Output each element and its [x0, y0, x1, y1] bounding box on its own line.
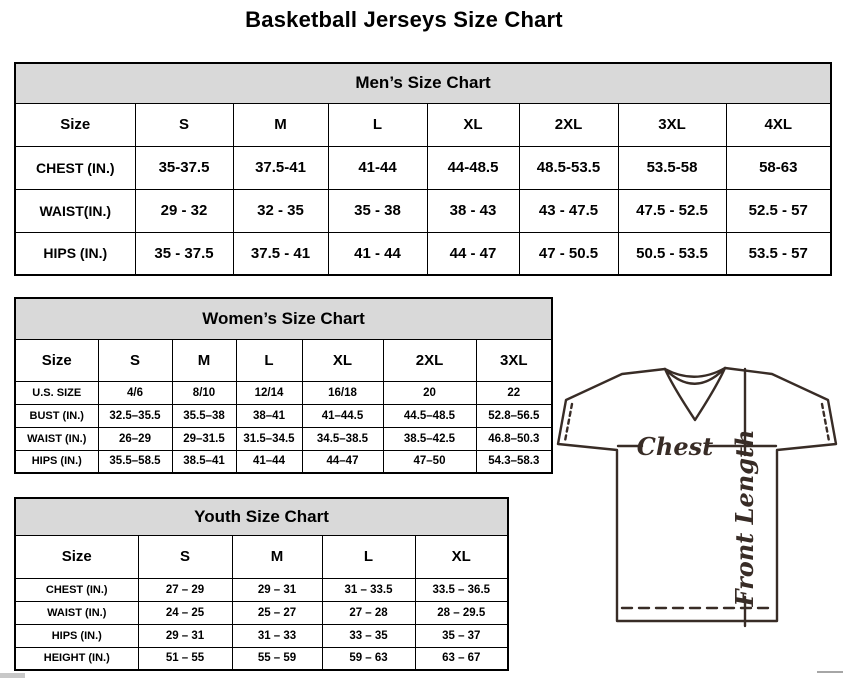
womens-header-l: L: [236, 339, 302, 381]
womens-ussize-3xl: 22: [476, 381, 552, 404]
youth-row-label-waist: WAIST (IN.): [15, 601, 138, 624]
womens-ussize-xl: 16/18: [302, 381, 383, 404]
womens-bust-xl: 41–44.5: [302, 404, 383, 427]
horizontal-scrollbar-thumb[interactable]: [0, 673, 25, 678]
table-row: [15, 189, 831, 232]
table-row: [15, 404, 552, 427]
womens-waist-l: 31.5–34.5: [236, 427, 302, 450]
mens-chest-xl: 44-48.5: [427, 146, 519, 189]
table-row: [15, 450, 552, 473]
youth-waist-s: 24 – 25: [138, 601, 232, 624]
front-length-label: Front Length: [730, 429, 759, 607]
womens-bust-3xl: 52.8–56.5: [476, 404, 552, 427]
youth-hips-xl: 35 – 37: [415, 624, 508, 647]
mens-header-m: M: [233, 103, 328, 146]
table-row: [15, 146, 831, 189]
womens-header-xl: XL: [302, 339, 383, 381]
youth-height-s: 51 – 55: [138, 647, 232, 670]
womens-ussize-s: 4/6: [98, 381, 172, 404]
table-row: [15, 601, 508, 624]
table-row: [15, 624, 508, 647]
youth-row-label-height: HEIGHT (IN.): [15, 647, 138, 670]
jersey-measurement-diagram: [556, 358, 843, 643]
mens-chart-caption: Men’s Size Chart: [15, 63, 831, 103]
mens-waist-xl: 38 - 43: [427, 189, 519, 232]
youth-chest-m: 29 – 31: [232, 578, 322, 601]
jersey-sleeve-seam-dash: [565, 404, 572, 441]
mens-row-label-chest: CHEST (IN.): [15, 146, 135, 189]
mens-hips-xl: 44 - 47: [427, 232, 519, 275]
youth-row-label-hips: HIPS (IN.): [15, 624, 138, 647]
mens-chest-2xl: 48.5-53.5: [519, 146, 618, 189]
womens-hips-2xl: 47–50: [383, 450, 476, 473]
mens-waist-s: 29 - 32: [135, 189, 233, 232]
mens-chest-s: 35-37.5: [135, 146, 233, 189]
mens-chest-3xl: 53.5-58: [618, 146, 726, 189]
womens-ussize-2xl: 20: [383, 381, 476, 404]
mens-header-3xl: 3XL: [618, 103, 726, 146]
womens-header-m: M: [172, 339, 236, 381]
youth-waist-xl: 28 – 29.5: [415, 601, 508, 624]
mens-hips-l: 41 - 44: [328, 232, 427, 275]
youth-chest-xl: 33.5 – 36.5: [415, 578, 508, 601]
table-row: [15, 427, 552, 450]
youth-hips-s: 29 – 31: [138, 624, 232, 647]
womens-hips-l: 41–44: [236, 450, 302, 473]
womens-size-chart-table: [14, 297, 553, 474]
womens-header-3xl: 3XL: [476, 339, 552, 381]
womens-bust-m: 35.5–38: [172, 404, 236, 427]
youth-height-l: 59 – 63: [322, 647, 415, 670]
youth-row-label-chest: CHEST (IN.): [15, 578, 138, 601]
mens-row-label-waist: WAIST(IN.): [15, 189, 135, 232]
womens-ussize-l: 12/14: [236, 381, 302, 404]
mens-row-label-hips: HIPS (IN.): [15, 232, 135, 275]
youth-size-chart-table: [14, 497, 509, 671]
jersey-body-outline: [558, 368, 836, 621]
youth-chest-s: 27 – 29: [138, 578, 232, 601]
womens-chart-caption: Women’s Size Chart: [15, 298, 552, 339]
horizontal-scrollbar-track-fragment[interactable]: [817, 671, 843, 673]
table-row: [15, 578, 508, 601]
table-row: [15, 647, 508, 670]
mens-waist-4xl: 52.5 - 57: [726, 189, 831, 232]
youth-hips-m: 31 – 33: [232, 624, 322, 647]
mens-size-chart-table: [14, 62, 832, 276]
page-title: Basketball Jerseys Size Chart: [245, 7, 563, 32]
womens-waist-s: 26–29: [98, 427, 172, 450]
womens-row-label-waist: WAIST (IN.): [15, 427, 98, 450]
jersey-sleeve-seam-dash: [822, 404, 829, 441]
mens-waist-l: 35 - 38: [328, 189, 427, 232]
youth-chart-caption: Youth Size Chart: [15, 498, 508, 535]
table-row: [15, 232, 831, 275]
womens-bust-s: 32.5–35.5: [98, 404, 172, 427]
youth-waist-l: 27 – 28: [322, 601, 415, 624]
youth-chest-l: 31 – 33.5: [322, 578, 415, 601]
youth-hips-l: 33 – 35: [322, 624, 415, 647]
mens-hips-s: 35 - 37.5: [135, 232, 233, 275]
mens-waist-m: 32 - 35: [233, 189, 328, 232]
mens-chest-m: 37.5-41: [233, 146, 328, 189]
womens-hips-m: 38.5–41: [172, 450, 236, 473]
table-row: [15, 381, 552, 404]
womens-waist-2xl: 38.5–42.5: [383, 427, 476, 450]
mens-header-l: L: [328, 103, 427, 146]
mens-hips-3xl: 50.5 - 53.5: [618, 232, 726, 275]
mens-header-size: Size: [15, 103, 135, 146]
womens-waist-3xl: 46.8–50.3: [476, 427, 552, 450]
youth-header-size: Size: [15, 535, 138, 578]
womens-bust-2xl: 44.5–48.5: [383, 404, 476, 427]
mens-hips-2xl: 47 - 50.5: [519, 232, 618, 275]
youth-header-m: M: [232, 535, 322, 578]
womens-hips-xl: 44–47: [302, 450, 383, 473]
mens-hips-m: 37.5 - 41: [233, 232, 328, 275]
womens-hips-3xl: 54.3–58.3: [476, 450, 552, 473]
womens-header-s: S: [98, 339, 172, 381]
mens-header-s: S: [135, 103, 233, 146]
womens-header-2xl: 2XL: [383, 339, 476, 381]
womens-row-label-hips: HIPS (IN.): [15, 450, 98, 473]
womens-waist-xl: 34.5–38.5: [302, 427, 383, 450]
mens-header-4xl: 4XL: [726, 103, 831, 146]
mens-chest-4xl: 58-63: [726, 146, 831, 189]
womens-hips-s: 35.5–58.5: [98, 450, 172, 473]
youth-height-m: 55 – 59: [232, 647, 322, 670]
womens-waist-m: 29–31.5: [172, 427, 236, 450]
youth-height-xl: 63 – 67: [415, 647, 508, 670]
youth-waist-m: 25 – 27: [232, 601, 322, 624]
mens-header-2xl: 2XL: [519, 103, 618, 146]
womens-header-size: Size: [15, 339, 98, 381]
womens-bust-l: 38–41: [236, 404, 302, 427]
womens-ussize-m: 8/10: [172, 381, 236, 404]
chest-label: Chest: [636, 432, 714, 461]
youth-header-s: S: [138, 535, 232, 578]
womens-row-label-us-size: U.S. SIZE: [15, 381, 98, 404]
womens-row-label-bust: BUST (IN.): [15, 404, 98, 427]
youth-header-xl: XL: [415, 535, 508, 578]
mens-hips-4xl: 53.5 - 57: [726, 232, 831, 275]
mens-chest-l: 41-44: [328, 146, 427, 189]
mens-header-xl: XL: [427, 103, 519, 146]
mens-waist-2xl: 43 - 47.5: [519, 189, 618, 232]
mens-waist-3xl: 47.5 - 52.5: [618, 189, 726, 232]
youth-header-l: L: [322, 535, 415, 578]
